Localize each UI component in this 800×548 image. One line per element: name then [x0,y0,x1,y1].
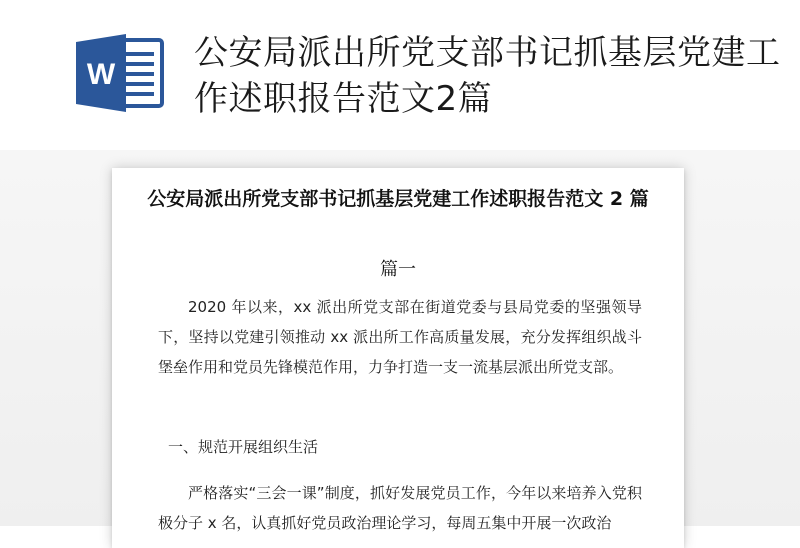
document-heading: 公安局派出所党支部书记抓基层党建工作述职报告范文2篇 [194,33,781,119]
document-title: 公安局派出所党支部书记抓基层党建工作述职报告范文 2 篇 [147,188,649,210]
document-page [112,168,684,548]
section-heading-1: 一、规范开展组织生活 [168,438,319,456]
word-document-icon [76,32,166,112]
paragraph-2: 严格落实“三会一课”制度，抓好发展党员工作，今年以来培养入党积极分子 x 名，认真抓好党员政治理论学习，每周五集中开展一次政治 [158,484,642,532]
header-banner [0,0,800,150]
paragraph-1: 2020 年以来，xx 派出所党支部在街道党委与县局党委的坚强领导下，坚持以党建引领推动 xx 派出所工作高质量发展，充分发挥组织战斗堡垒作用和党员先锋模范作用，力争打造一支一流基层派出所党支部。 [158,298,642,376]
chapter-heading: 篇一 [380,259,416,280]
word-icon-letter: W [86,58,116,91]
